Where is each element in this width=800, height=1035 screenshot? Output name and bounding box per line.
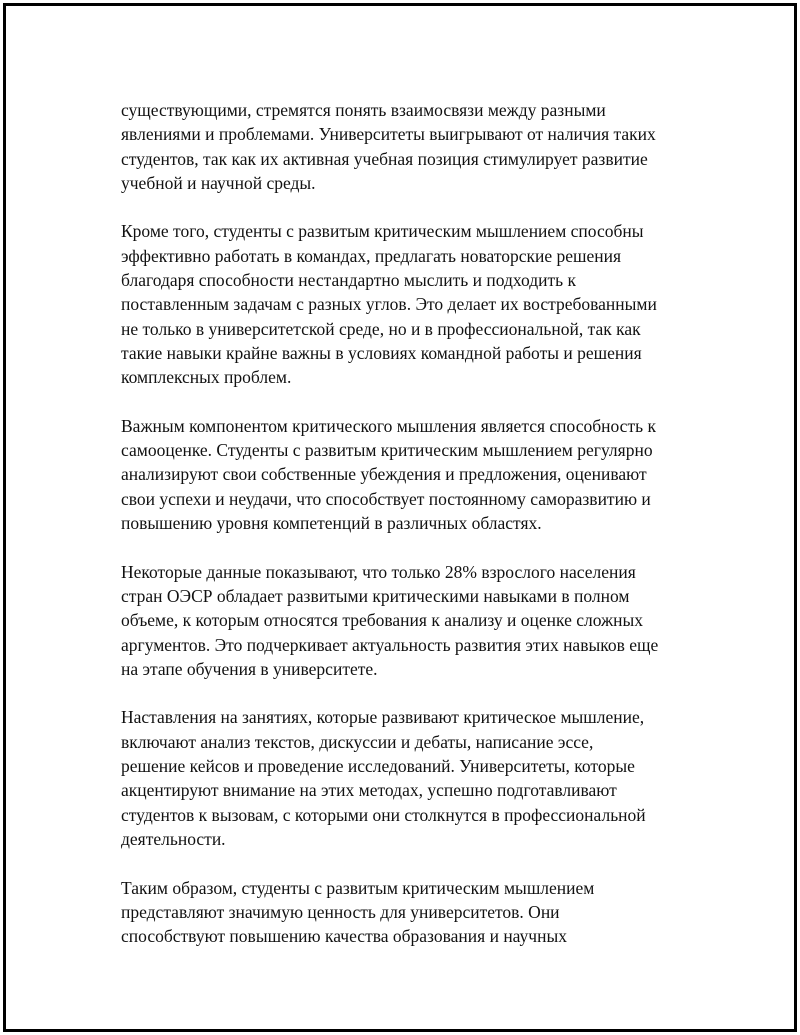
paragraph-3	[121, 414, 696, 535]
text-line: Важным компонентом критического мышления является способность к	[121, 415, 656, 436]
text-line: на этапе обучения в университете.	[121, 658, 378, 679]
text-line: решение кейсов и проведение исследований. Университеты, которые	[121, 756, 635, 777]
text-line: комплексных проблем.	[121, 367, 292, 388]
text-line: явлениями и проблемами. Университеты выигрывают от наличия таких	[121, 124, 656, 145]
text-line: объеме, к которым относятся требования к анализу и оценке сложных	[121, 610, 644, 631]
text-line: самооценке. Студенты с развитым критическим мышлением регулярно	[121, 440, 653, 461]
paragraph-5	[121, 705, 696, 851]
paragraph-1	[121, 98, 696, 195]
text-line: деятельности.	[121, 828, 226, 849]
text-line: Наставления на занятиях, которые развивают критическое мышление,	[121, 707, 645, 728]
page-frame	[3, 3, 797, 1032]
paragraph-6	[121, 876, 696, 949]
text-line: анализируют свои собственные убеждения и предложения, оценивают	[121, 464, 647, 485]
paragraph-4	[121, 560, 696, 681]
text-line: поставленным задачам с разных углов. Это делает их востребованными	[121, 294, 657, 315]
text-line: существующими, стремятся понять взаимосвязи между разными	[121, 100, 606, 120]
text-line: благодаря способности нестандартно мыслить и подходить к	[121, 270, 576, 291]
text-line: способствуют повышению качества образования и научных	[121, 926, 567, 947]
text-line: включают анализ текстов, дискуссии и дебаты, написание эссе,	[121, 731, 594, 752]
text-line: эффективно работать в командах, предлагать новаторские решения	[121, 245, 622, 266]
paragraph-2	[121, 219, 696, 389]
text-line: свои успехи и неудачи, что способствует постоянному саморазвитию и	[121, 488, 651, 509]
text-line: Некоторые данные показывают, что только 28% взрослого населения	[121, 561, 636, 582]
text-line: Таким образом, студенты с развитым критическим мышлением	[121, 877, 595, 898]
text-line: Кроме того, студенты с развитым критическим мышлением способны	[121, 221, 644, 242]
text-line: такие навыки крайне важны в условиях командной работы и решения	[121, 342, 642, 363]
text-line: стран ОЭСР обладает развитыми критическими навыками в полном	[121, 585, 630, 606]
text-line: не только в университетской среде, но и в профессиональной, так как	[121, 318, 641, 339]
text-line: аргументов. Это подчеркивает актуальность развития этих навыков еще	[121, 634, 659, 655]
text-line: студентов, так как их активная учебная позиция стимулирует развитие	[121, 148, 648, 169]
document-body	[121, 98, 696, 973]
text-line: повышению уровня компетенций в различных областях.	[121, 513, 542, 534]
text-line: учебной и научной среды.	[121, 172, 316, 193]
text-line: акцентируют внимание на этих методах, успешно подготавливают	[121, 780, 617, 801]
text-line: студентов к вызовам, с которыми они столкнутся в профессиональной	[121, 804, 646, 825]
text-line: представляют значимую ценность для университетов. Они	[121, 901, 560, 922]
